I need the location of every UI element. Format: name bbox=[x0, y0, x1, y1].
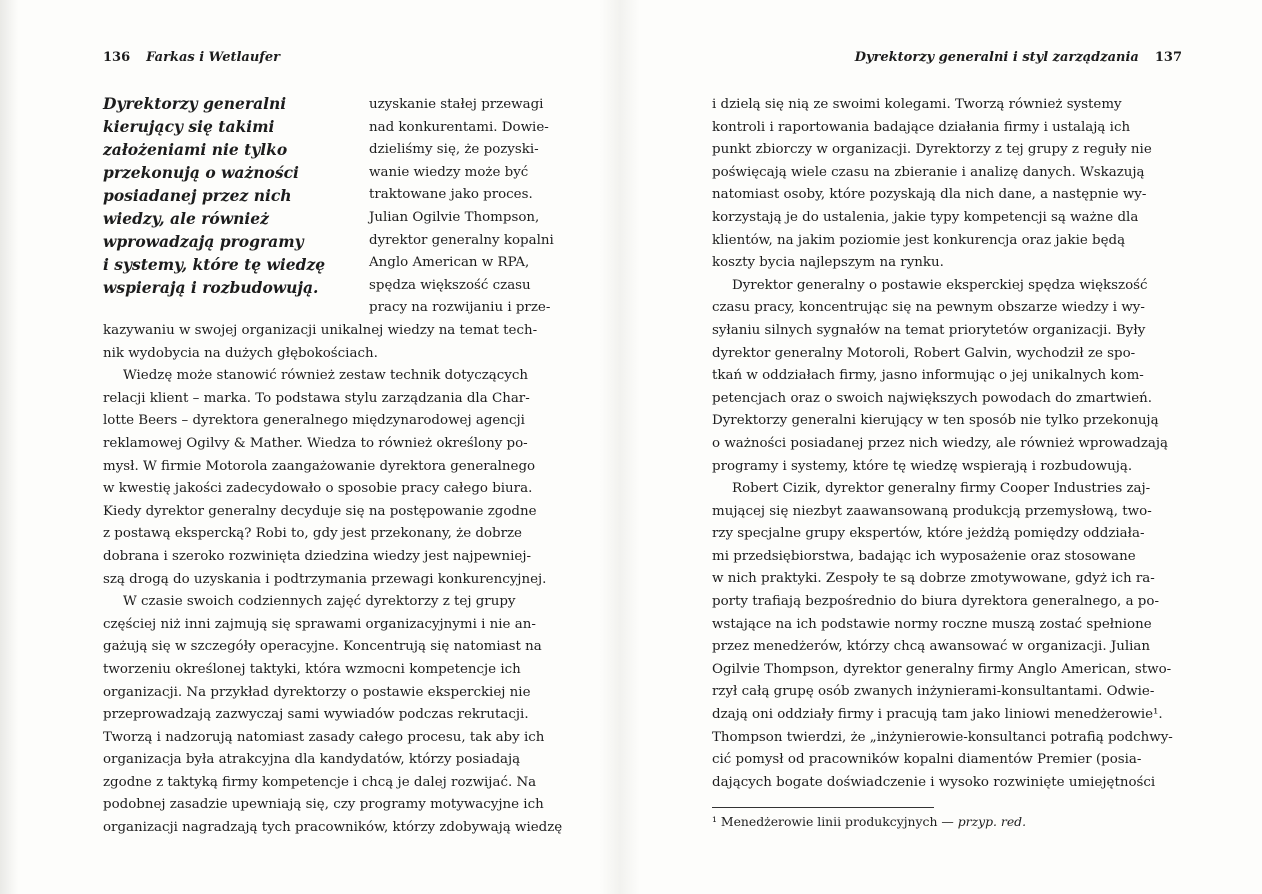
text-line: pracy na rozwijaniu i prze- bbox=[369, 300, 551, 316]
text-line: dających bogate doświadczenie i wysoko rozwinięte umiejętności bbox=[712, 774, 1156, 790]
text-line: dobrana i szeroko rozwinięta dziedzina wiedzy jest najpewniej- bbox=[103, 548, 531, 564]
text-line: Dyrektorzy generalni kierujący w ten sposób nie tylko przekonują bbox=[712, 413, 1159, 429]
text-line: korzystają je do ustalenia, jakie typy kompetencji są ważne dla bbox=[712, 209, 1139, 225]
text-line: z postawą ekspercką? Robi to, gdy jest przekonany, że dobrze bbox=[103, 526, 522, 542]
page-number: 136 bbox=[103, 50, 131, 65]
footnote-attribution: przyp. red. bbox=[957, 814, 1027, 829]
text-line: wanie wiedzy może być bbox=[369, 164, 529, 180]
text-line: syłaniu silnych sygnałów na temat priorytetów organizacji. Były bbox=[712, 322, 1146, 338]
text-line: mysł. W firmie Motorola zaangażowanie dyrektora generalnego bbox=[103, 458, 536, 474]
text-line: o ważności posiadanej przez nich wiedzy, ale również wprowadzają bbox=[712, 435, 1169, 451]
pull-quote-line: wprowadzają programy bbox=[103, 232, 304, 251]
text-line: zgodne z taktyką firmy kompetencje i chcą je dalej rozwijać. Na bbox=[103, 774, 537, 790]
left-running-head bbox=[103, 50, 573, 65]
page-number: 137 bbox=[1154, 50, 1182, 65]
text-line: koszty bycia najlepszym na rynku. bbox=[712, 255, 944, 271]
text-line: dzają oni oddziały firmy i pracują tam jako liniowi menedżerowie¹. bbox=[712, 707, 1163, 723]
text-line: kazywaniu w swojej organizacji unikalnej wiedzy na temat tech- bbox=[103, 323, 538, 338]
text-line: tkań w oddziałach firmy, jasno informując o jej unikalnych kom- bbox=[712, 368, 1144, 384]
text-line: przeprowadzają zazwyczaj sami wywiadów podczas rekrutacji. bbox=[103, 707, 529, 723]
text-line: kontroli i raportowania badające działania firmy i ustalają ich bbox=[712, 119, 1131, 135]
text-line: petencjach oraz o swoich największych powodach do zmartwień. bbox=[712, 390, 1153, 406]
text-line: rzy specjalne grupy ekspertów, które jeżdżą pomiędzy oddziała- bbox=[712, 526, 1145, 542]
text-line: Thompson twierdzi, że „inżynierowie-konsultanci potrafią podchwy- bbox=[712, 729, 1173, 745]
text-line: programy i systemy, które tę wiedzę wspierają i rozbudowują. bbox=[712, 458, 1133, 474]
pull-quote-line: wspierają i rozbudowują. bbox=[103, 278, 319, 297]
side-column-text bbox=[369, 94, 589, 320]
pull-quote-line: i systemy, które tę wiedzę bbox=[103, 255, 326, 274]
text-line: Kiedy dyrektor generalny decyduje się na postępowanie zgodne bbox=[103, 503, 537, 519]
text-line: nad konkurentami. Dowie- bbox=[369, 119, 549, 135]
pull-quote-line: założeniami nie tylko bbox=[103, 140, 288, 159]
text-line: Anglo American w RPA, bbox=[369, 255, 530, 271]
text-line: szą drogą do uzyskania i podtrzymania przewagi konkurencyjnej. bbox=[103, 571, 547, 587]
footnote-text: ¹ Menedżerowie linii produkcyjnych — bbox=[712, 814, 958, 829]
text-line: przez menedżerów, którzy chcą awansować w organizacji. Julian bbox=[712, 639, 1151, 655]
text-line: nik wydobycia na dużych głębokościach. bbox=[103, 345, 378, 361]
right-body-text bbox=[712, 94, 1192, 794]
pull-quote-line: posiadanej przez nich bbox=[103, 186, 292, 205]
footnote bbox=[712, 814, 1026, 829]
text-line: dyrektor generalny kopalni bbox=[369, 232, 554, 248]
text-line: porty trafiają bezpośrednio do biura dyrektora generalnego, a po- bbox=[712, 594, 1159, 610]
text-line: Tworzą i nadzorują natomiast zasady całego procesu, tak aby ich bbox=[103, 729, 545, 745]
pull-quote-line: przekonują o ważności bbox=[103, 163, 299, 182]
text-line: gażują się w szczegóły operacyjne. Koncentrują się natomiast na bbox=[103, 639, 542, 655]
running-head-title: Dyrektorzy generalni i styl zarządzania bbox=[854, 50, 1139, 65]
pull-quote bbox=[103, 92, 333, 299]
text-line: natomiast osoby, które pozyskają dla nich dane, a następnie wy- bbox=[712, 187, 1147, 203]
pull-quote-line: Dyrektorzy generalni bbox=[103, 94, 287, 113]
text-line: relacji klient – marka. To podstawa stylu zarządzania dla Char- bbox=[103, 390, 530, 406]
text-line: i dzielą się nią ze swoimi kolegami. Tworzą również systemy bbox=[712, 97, 1122, 112]
text-line: lotte Beers – dyrektora generalnego międzynarodowej agencji bbox=[103, 413, 525, 429]
text-line: w kwestię jakości zadecydowało o sposobie pracy całego biura. bbox=[103, 481, 533, 497]
text-line: poświęcają wiele czasu na zbieranie i analizę danych. Wskazują bbox=[712, 164, 1145, 180]
text-line: dyrektor generalny Motoroli, Robert Galvin, wychodził ze spo- bbox=[712, 345, 1136, 361]
pull-quote-line: wiedzy, ale również bbox=[103, 209, 269, 228]
text-line: punkt zbiorczy w organizacji. Dyrektorzy z tej grupy z reguły nie bbox=[712, 142, 1152, 158]
text-line: tworzeniu określonej taktyki, która wzmocni kompetencje ich bbox=[103, 661, 521, 677]
text-line: organizacji. Na przykład dyrektorzy o postawie eksperckiej nie bbox=[103, 684, 531, 700]
running-head-title: Farkas i Wetlaufer bbox=[146, 50, 281, 65]
text-line: częściej niż inni zajmują się sprawami organizacyjnymi i nie an- bbox=[103, 616, 536, 632]
left-body-text bbox=[103, 320, 583, 840]
text-line: uzyskanie stałej przewagi bbox=[369, 97, 544, 112]
text-line: wstające na ich podstawie normy roczne muszą zostać spełnione bbox=[712, 616, 1152, 632]
text-line: czasu pracy, koncentrując się na pewnym obszarze wiedzy i wy- bbox=[712, 300, 1145, 316]
text-line: w nich praktyki. Zespoły te są dobrze zmotywowane, gdyż ich ra- bbox=[712, 571, 1155, 587]
page-edge-shadow bbox=[0, 0, 18, 894]
text-line: Robert Cizik, dyrektor generalny firmy Cooper Industries zaj- bbox=[732, 481, 1151, 497]
text-line: klientów, na jakim poziomie jest konkurencja oraz jakie będą bbox=[712, 232, 1126, 248]
text-line: mi przedsiębiorstwa, badając ich wyposażenie oraz stosowane bbox=[712, 548, 1136, 564]
text-line: podobnej zasadzie upewniają się, czy programy motywacyjne ich bbox=[103, 797, 544, 813]
text-line: spędza większość czasu bbox=[369, 277, 531, 293]
text-line: dzieliśmy się, że pozyski- bbox=[369, 142, 539, 158]
text-line: Ogilvie Thompson, dyrektor generalny firmy Anglo American, stwo- bbox=[712, 661, 1172, 677]
text-line: organizacji nagradzają tych pracowników, którzy zdobywają wiedzę bbox=[103, 820, 563, 836]
footnote-rule bbox=[712, 807, 934, 808]
text-line: reklamowej Ogilvy & Mather. Wiedza to również określony po- bbox=[103, 435, 528, 451]
book-gutter bbox=[600, 0, 640, 894]
text-line: mującej się niezbyt zaawansowaną produkcją przemysłową, two- bbox=[712, 503, 1152, 519]
text-line: organizacja była atrakcyjna dla kandydatów, którzy posiadają bbox=[103, 752, 521, 768]
text-line: W czasie swoich codziennych zajęć dyrektorzy z tej grupy bbox=[123, 594, 516, 610]
text-line: rzył całą grupę osób zwanych inżynierami-konsultantami. Odwie- bbox=[712, 684, 1155, 700]
text-line: traktowane jako proces. bbox=[369, 187, 533, 203]
text-line: Julian Ogilvie Thompson, bbox=[369, 209, 540, 225]
text-line: cić pomysł od pracowników kopalni diamentów Premier (posia- bbox=[712, 752, 1142, 768]
pull-quote-line: kierujący się takimi bbox=[103, 117, 275, 136]
right-running-head bbox=[712, 50, 1182, 65]
text-line: Dyrektor generalny o postawie eksperckiej spędza większość bbox=[732, 277, 1148, 293]
text-line: Wiedzę może stanowić również zestaw technik dotyczących bbox=[123, 368, 528, 384]
